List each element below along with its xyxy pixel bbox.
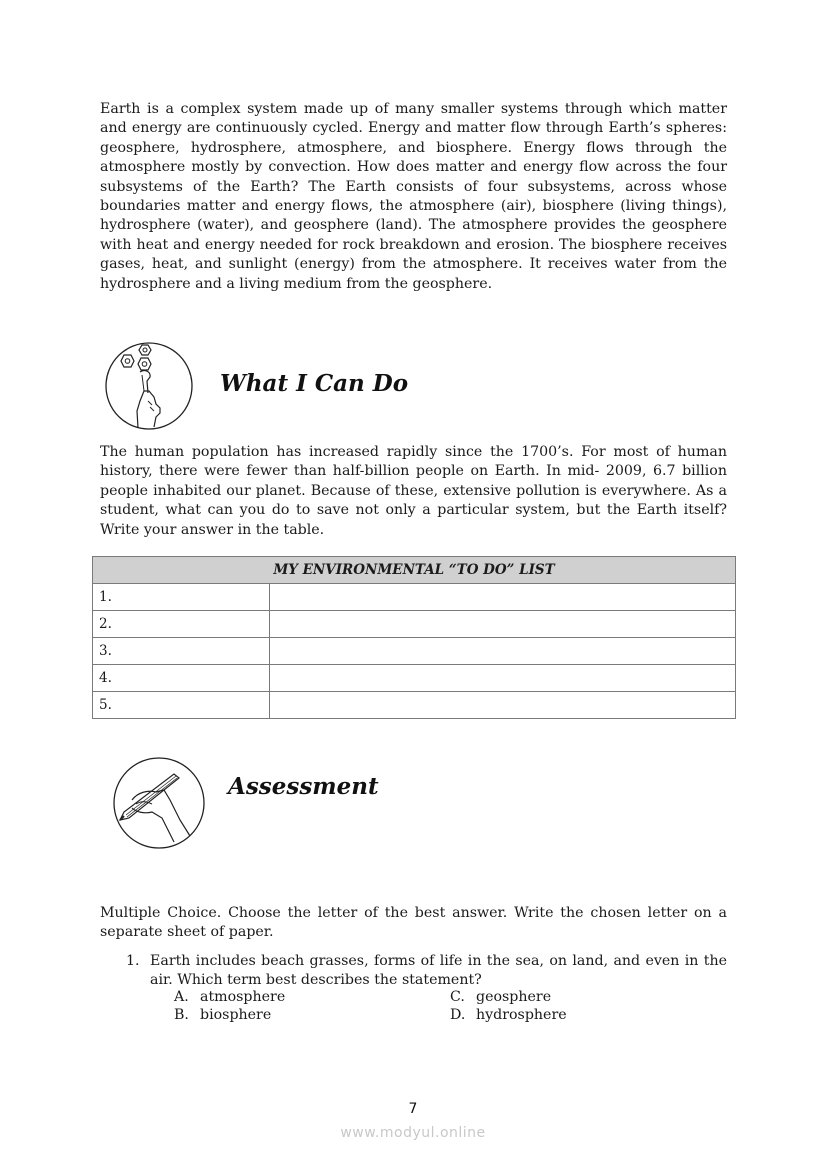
hand-writing-pencil-icon	[112, 756, 206, 850]
choice-text: hydrosphere	[476, 1007, 567, 1023]
choice-text: biosphere	[200, 1007, 272, 1023]
todo-table-header: MY ENVIRONMENTAL “TO DO” LIST	[93, 557, 736, 584]
table-row	[93, 638, 736, 665]
choice-c	[450, 988, 551, 1007]
watermark: www.modyul.online	[340, 1125, 486, 1141]
choice-b	[174, 1006, 271, 1025]
table-row	[93, 692, 736, 719]
choice-text: atmosphere	[200, 989, 286, 1005]
choice-letter: D.	[450, 1007, 466, 1023]
choice-d	[450, 1006, 567, 1025]
section-title-what-i-can-do: What I Can Do	[220, 370, 409, 397]
question-number: 1.	[126, 953, 140, 969]
intro-paragraph: Earth is a complex system made up of many smaller systems through which matter and energy are continuously cycled. Energy and matter flow through Earth’s spheres: geosphere, hydrosphere, atmosphere, and biosphere. Energy flows through the atmosphere mostly by convection. How does matter and energy flow across the four subsystems of the Earth? The Earth consists of four subsystems, across whose boundaries matter and energy flows, the atmosphere (air), biosphere (living things), hydrosphere (water), and geosphere (land). The atmosphere provides the geosphere with heat and energy needed for rock breakdown and erosion. The biosphere receives gases, heat, and sunlight (energy) from the atmosphere. It receives water from the hydrosphere and a living medium from the geosphere.	[100, 101, 727, 292]
row-number: 3.	[93, 638, 270, 665]
assessment-instructions: Multiple Choice. Choose the letter of the best answer. Write the chosen letter on a separate sheet of paper.	[100, 905, 727, 941]
answer-cell[interactable]	[270, 638, 736, 665]
row-number: 4.	[93, 665, 270, 692]
page-number: 7	[408, 1101, 418, 1117]
section-title-assessment: Assessment	[228, 773, 379, 800]
answer-cell[interactable]	[270, 665, 736, 692]
choice-letter: A.	[174, 989, 189, 1005]
hand-with-nuts-icon	[104, 341, 194, 431]
answer-cell[interactable]	[270, 584, 736, 611]
environmental-todo-table	[92, 556, 736, 719]
row-number: 2.	[93, 611, 270, 638]
what-i-can-do-paragraph: The human population has increased rapidly since the 1700’s. For most of human history, there were fewer than half-billion people on Earth. In mid- 2009, 6.7 billion people inhabited our planet. Because of these, extensive pollution is everywhere. As a student, what can you do to save not only a particular system, but the Earth itself? Write your answer in the table.	[100, 444, 727, 538]
row-number: 1.	[93, 584, 270, 611]
question-text: Earth includes beach grasses, forms of life in the sea, on land, and even in the air. Which term best describes the statement?	[150, 953, 727, 988]
choice-letter: B.	[174, 1007, 189, 1023]
table-row	[93, 584, 736, 611]
table-row	[93, 665, 736, 692]
answer-cell[interactable]	[270, 692, 736, 719]
row-number: 5.	[93, 692, 270, 719]
answer-cell[interactable]	[270, 611, 736, 638]
choice-text: geosphere	[476, 989, 552, 1005]
table-row	[93, 611, 736, 638]
choice-a	[174, 988, 285, 1007]
question-1	[126, 952, 727, 989]
choice-letter: C.	[450, 989, 465, 1005]
